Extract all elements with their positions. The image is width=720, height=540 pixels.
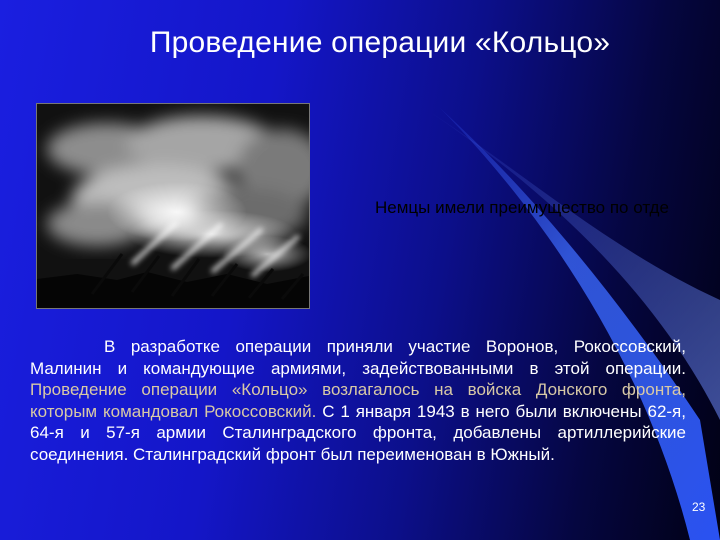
battle-photo <box>36 103 310 309</box>
slide-title: Проведение операции «Кольцо» <box>149 26 611 59</box>
photo-caption: Немцы имели преимущество по отде <box>375 198 669 217</box>
page-number: 23 <box>692 500 706 514</box>
body-text-part3: С 1 января 1943 в него были включены 62-я, 64-я и 57-я армии Сталинградского фронта, добавлены артиллерийские соединения. Сталинградский фронт был переименован в Южный. <box>30 401 686 464</box>
body-text <box>30 336 686 466</box>
body-text-highlight: Проведение операции «Кольцо» возлагалось на войска Донского фронта, которым командовал Рокоссовский. <box>30 380 686 421</box>
body-text-part1: В разработке операции приняли участие Воронов, Рокоссовский, Малинин и командующие армиями, задействованными в этой операции. <box>30 337 686 378</box>
artillery-smoke-image <box>37 104 309 308</box>
